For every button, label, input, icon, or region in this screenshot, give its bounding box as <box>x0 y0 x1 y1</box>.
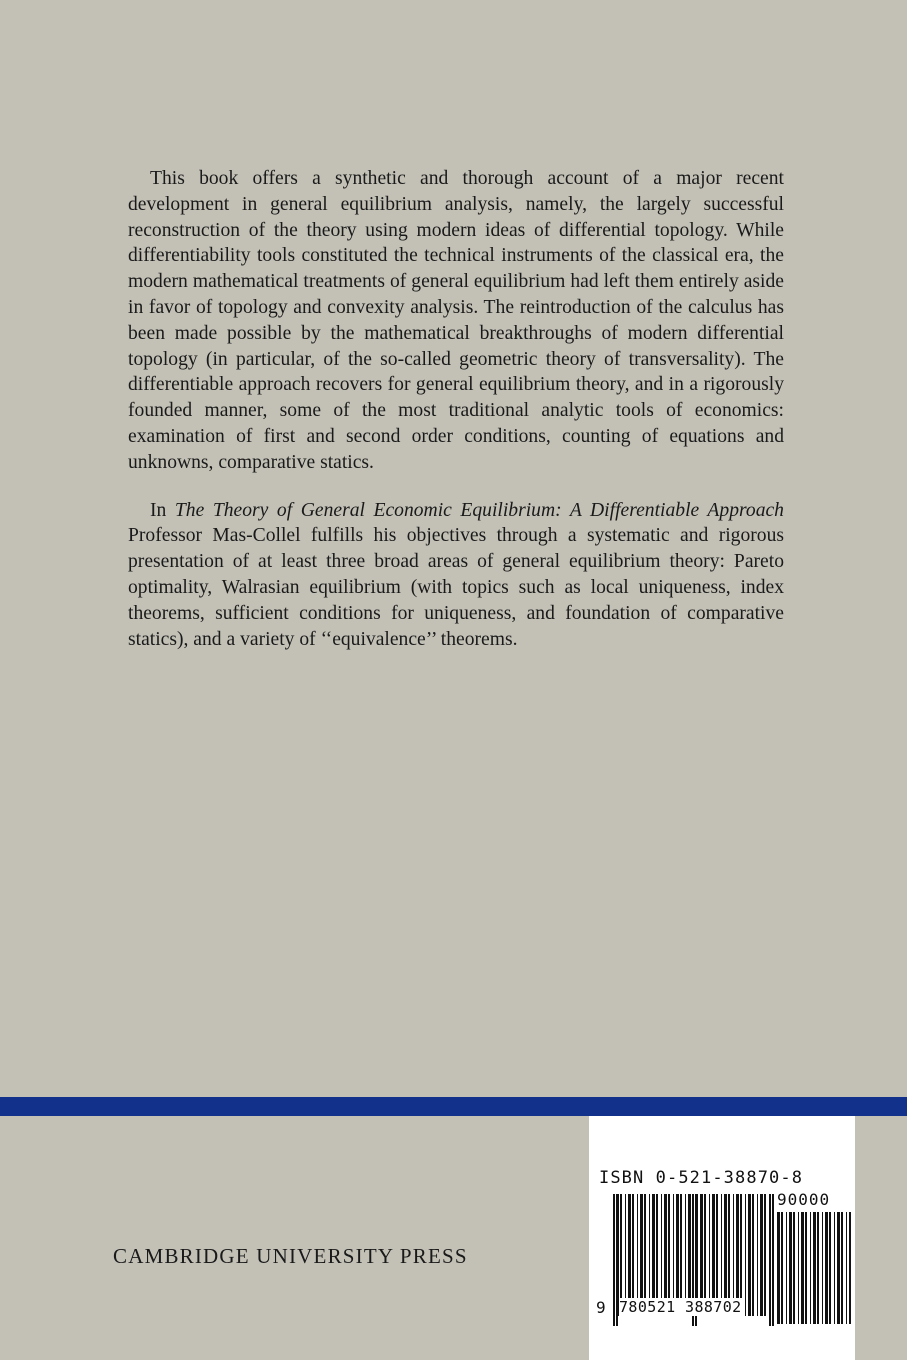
blurb-text <box>128 166 784 652</box>
barcode-icon <box>589 1116 855 1360</box>
blurb-paragraph-2 <box>128 498 784 653</box>
blurb-p2-rest: Professor Mas-Collel fulfills his objectives through a systematic and rigorous presentation of at least three broad areas of general equilibrium theory: Pareto optimality, Walrasian equilibrium (with topics such as local uniqueness, index theorems, sufficient conditions for uniqueness, and foundation of comparative statics), and a variety of ‘‘equivalence’’ theorems. <box>128 525 784 650</box>
blurb-paragraph-1: This book offers a synthetic and thorough account of a major recent development in general equilibrium analysis, namely, the largely successful reconstruction of the theory using modern ideas of differential topology. While differentiability tools constituted the technical instruments of the classical era, the modern mathematical treatments of general equilibrium had left them entirely aside in favor of topology and convexity analysis. The reintroduction of the calculus has been made possible by the mathematical breakthroughs of modern differential topology (in particular, of the so-called geometric theory of transversality). The differentiable approach recovers for general equilibrium theory, and in a rigorously founded manner, some of the most traditional analytic tools of economics: examination of first and second order conditions, counting of equations and unknowns, comparative statics. <box>128 168 784 473</box>
blue-stripe <box>0 1097 907 1116</box>
book-title-italic: The Theory of General Economic Equilibrium: A Differentiable Approach <box>174 499 784 521</box>
isbn-label: ISBN 0-521-38870-8 <box>599 1168 804 1188</box>
publisher-name: CAMBRIDGE UNIVERSITY PRESS <box>113 1244 468 1268</box>
ean-first-digit: 9 <box>596 1298 606 1317</box>
ean-digits: 780521 388702 <box>619 1298 742 1316</box>
barcode-panel <box>589 1116 855 1360</box>
blurb-p2-lead: In <box>150 499 175 521</box>
price-code: 90000 <box>777 1190 831 1209</box>
